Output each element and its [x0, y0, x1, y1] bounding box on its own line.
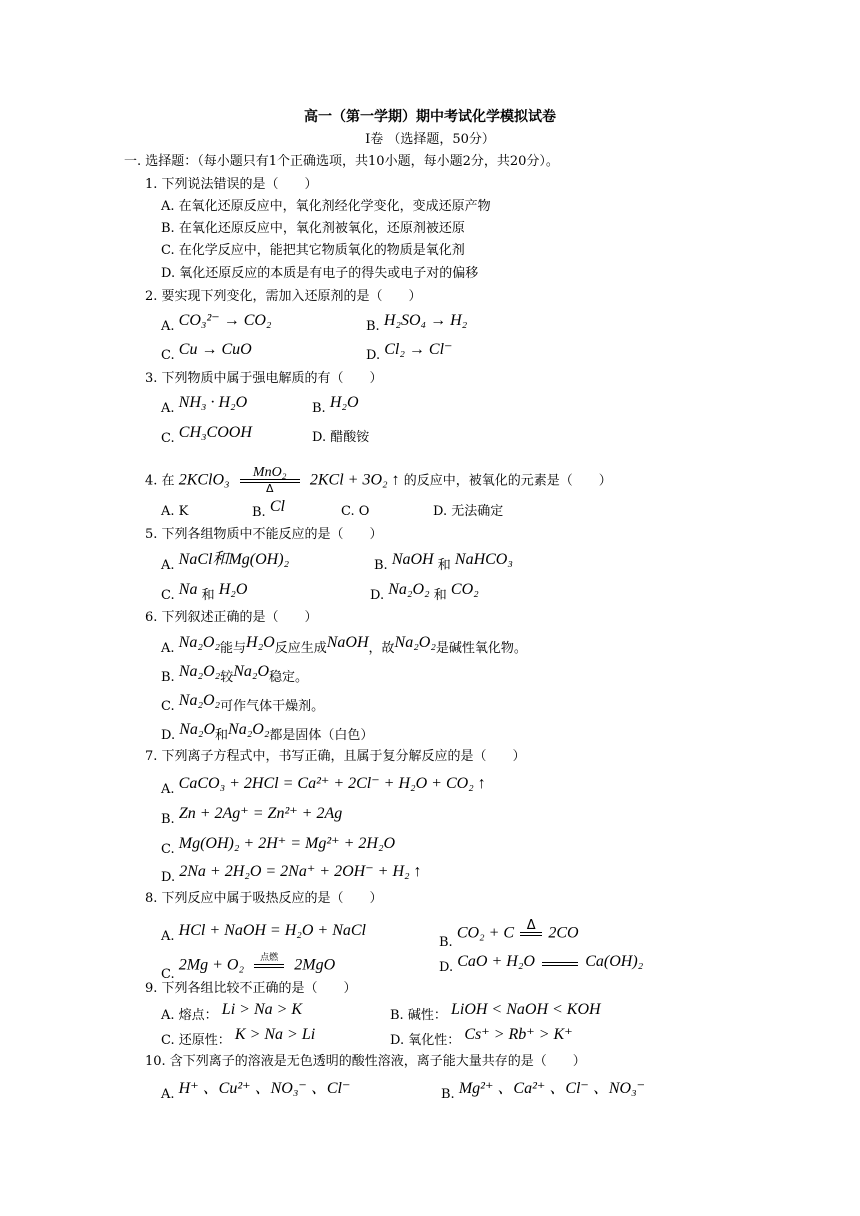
option-text: A. 熔点：	[161, 1008, 218, 1023]
formula: Cl₂ → Cl⁻	[384, 341, 453, 358]
text: ，故	[368, 641, 395, 656]
question-4-option-c: C. O	[341, 504, 370, 519]
formula-left: CaO + H₂O	[457, 953, 535, 970]
question-6-stem: 6. 下列叙述正确的是（ ）	[145, 610, 318, 625]
formula-reactant: 2KClO₃	[178, 471, 230, 489]
question-8-option-d	[439, 953, 644, 977]
option-label: B.	[161, 812, 175, 827]
question-3-option-b	[312, 394, 359, 418]
question-6-option-a	[161, 634, 527, 658]
question-2-option-d	[366, 341, 453, 365]
catalyst-label: MnO₂	[252, 465, 287, 480]
formula: Na₂O₂	[178, 692, 221, 709]
question-8-stem: 8. 下列反应中属于吸热反应的是（ ）	[145, 891, 383, 906]
formula-right: 2MgO	[294, 956, 336, 974]
option-label: D.	[366, 348, 381, 363]
reaction-condition	[254, 952, 284, 980]
formula: Zn + 2Ag⁺ = Zn²⁺ + 2Ag	[178, 805, 343, 822]
text: 能与	[220, 641, 247, 656]
option-label: B.	[366, 319, 380, 334]
text: 可作气体干燥剂。	[220, 699, 325, 714]
question-1-option-a: A. 在氧化还原反应中，氧化剂经化学变化，变成还原产物	[161, 199, 491, 214]
ignite-label: 点燃	[260, 953, 279, 963]
question-10-stem: 10. 含下列离子的溶液是无色透明的酸性溶液，离子能大量共存的是（ ）	[145, 1054, 586, 1069]
formula-right: 2CO	[548, 924, 579, 942]
option-label: D.	[161, 728, 176, 743]
option-label: A.	[161, 641, 175, 656]
option-label: B.	[374, 558, 388, 573]
formula: HCl + NaOH = H₂O + NaCl	[178, 922, 366, 939]
text: 稳定。	[269, 670, 309, 685]
question-5-option-a	[161, 551, 290, 575]
formula-left: CO₂ + C	[456, 924, 515, 942]
question-8-option-c	[161, 952, 335, 980]
question-1-stem: 1. 下列说法错误的是（ ）	[145, 177, 318, 192]
option-label: C.	[161, 966, 175, 982]
formula: Cl	[269, 498, 285, 515]
formula: Cu → CuO	[178, 341, 252, 358]
formula: Cs⁺ > Rb⁺ > K⁺	[464, 1026, 573, 1043]
option-label: C.	[161, 348, 175, 363]
question-9-option-c	[161, 1026, 316, 1050]
formula: Na₂O₂	[394, 634, 436, 651]
question-10-option-b	[441, 1080, 646, 1104]
formula: K > Na > Li	[234, 1026, 316, 1043]
formula: Li > Na > K	[221, 1001, 303, 1018]
question-2-stem: 2. 要实现下列变化，需加入还原剂的是（ ）	[145, 289, 422, 304]
question-1-option-b: B. 在氧化还原反应中，氧化剂被氧化，还原剂被还原	[161, 221, 465, 236]
equals-bar	[542, 962, 578, 966]
question-4-prefix: 4. 在	[145, 473, 175, 489]
formula: LiOH < NaOH < KOH	[450, 1001, 601, 1018]
question-7-stem: 7. 下列离子方程式中，书写正确，且属于复分解反应的是（ ）	[145, 749, 526, 764]
section-heading: 一. 选择题：（每小题只有1个正确选项，共10小题，每小题2分，共20分）。	[124, 154, 559, 169]
formula: Mg²⁺ 、Ca²⁺ 、Cl⁻ 、NO₃⁻	[458, 1080, 646, 1097]
conjunction: 和	[437, 558, 451, 573]
formula: Na₂O	[233, 663, 269, 680]
spacer	[254, 968, 284, 980]
option-label: B.	[312, 401, 326, 416]
question-5-option-b	[374, 551, 513, 575]
question-6-option-b	[161, 663, 309, 687]
question-6-option-c	[161, 692, 325, 716]
option-label: B.	[161, 670, 175, 685]
formula: Na₂O₂	[228, 721, 270, 738]
formula: H₂O	[218, 581, 248, 598]
option-label: B.	[439, 934, 453, 950]
option-label: B.	[252, 505, 266, 520]
question-2-option-a	[161, 312, 272, 336]
page-subtitle: Ⅰ卷 （选择题，50分）	[365, 132, 495, 147]
reaction-condition	[542, 962, 578, 966]
formula: Na₂O₂	[388, 581, 430, 598]
text: 和	[215, 728, 229, 743]
question-4-option-d: D. 无法确定	[433, 504, 504, 519]
question-5-option-c	[161, 581, 248, 605]
question-9-option-b	[390, 1001, 601, 1025]
formula: CaCO₃ + 2HCl = Ca²⁺ + 2Cl⁻ + H₂O + CO₂ ↑	[178, 775, 486, 792]
formula: Na	[178, 581, 198, 598]
question-3-option-a	[161, 394, 248, 418]
question-7-option-b	[161, 805, 343, 829]
formula: NaCl和Mg(OH)₂	[178, 551, 290, 568]
formula: Na₂O₂	[178, 634, 221, 651]
question-1-option-d: D. 氧化还原反应的本质是有电子的得失或电子对的偏移	[161, 266, 479, 281]
formula: 2Na + 2H₂O = 2Na⁺ + 2OH⁻ + H₂ ↑	[179, 863, 422, 880]
option-text: C. 还原性：	[161, 1033, 231, 1048]
formula: NaOH	[391, 551, 434, 568]
formula-left: 2Mg + O₂	[178, 956, 245, 974]
option-label: A.	[161, 929, 175, 944]
question-10-option-a	[161, 1080, 351, 1104]
question-7-option-c	[161, 835, 396, 859]
question-7-option-a	[161, 775, 486, 799]
formula: CO₂	[450, 581, 479, 598]
option-label: A.	[161, 782, 175, 797]
formula: CO₃²⁻ → CO₂	[178, 312, 272, 329]
text: 是碱性氧化物。	[435, 641, 527, 656]
question-6-option-d	[161, 721, 374, 745]
question-4-stem	[145, 467, 612, 495]
formula: Na₂O₂	[178, 663, 221, 680]
option-text: B. 碱性：	[390, 1008, 447, 1023]
page-title: 高一（第一学期）期中考试化学模拟试卷	[304, 109, 556, 125]
formula: CH₃COOH	[178, 424, 252, 441]
option-label: A.	[161, 1087, 175, 1102]
heat-symbol: Δ	[265, 482, 274, 495]
option-label: A.	[161, 558, 175, 573]
reaction-condition	[240, 467, 300, 495]
formula: Na₂O	[179, 721, 216, 738]
question-5-stem: 5. 下列各组物质中不能反应的是（ ）	[145, 527, 383, 542]
question-9-option-d	[390, 1026, 573, 1050]
question-2-option-c	[161, 341, 252, 365]
question-9-stem: 9. 下列各组比较不正确的是（ ）	[145, 981, 357, 996]
question-1-option-c: C. 在化学反应中，能把其它物质氧化的物质是氧化剂	[161, 243, 465, 258]
heat-symbol: Δ	[526, 918, 536, 933]
question-3-option-c	[161, 424, 252, 448]
question-4-suffix: 的反应中，被氧化的元素是（ ）	[403, 473, 612, 489]
option-label: A.	[161, 319, 175, 334]
spacer	[520, 936, 542, 948]
text: 都是固体（白色）	[269, 728, 374, 743]
text: 反应生成	[274, 641, 327, 656]
question-4-option-a: A. K	[161, 504, 189, 519]
option-label: B.	[441, 1087, 455, 1102]
formula: NaOH	[326, 634, 369, 651]
option-label: C.	[161, 699, 175, 714]
question-3-stem: 3. 下列物质中属于强电解质的有（ ）	[145, 371, 383, 386]
option-label: D.	[370, 588, 385, 603]
conjunction: 和	[201, 588, 215, 603]
formula: NH₃ · H₂O	[178, 394, 248, 411]
reaction-condition	[520, 920, 542, 948]
formula: Mg(OH)₂ + 2H⁺ = Mg²⁺ + 2H₂O	[178, 835, 396, 852]
question-5-option-d	[370, 581, 479, 605]
text: 较	[220, 670, 234, 685]
formula: H₂SO₄ → H₂	[383, 312, 468, 329]
question-8-option-b	[439, 920, 579, 948]
question-8-option-a	[161, 922, 366, 946]
question-7-option-d	[161, 863, 422, 887]
option-label: D.	[161, 870, 176, 885]
conjunction: 和	[433, 588, 447, 603]
formula: H₂O	[329, 394, 359, 411]
formula-product: 2KCl + 3O₂ ↑	[309, 471, 400, 489]
option-label: D.	[439, 960, 454, 975]
option-label: C.	[161, 588, 175, 603]
question-2-option-b	[366, 312, 468, 336]
question-3-option-d: D. 醋酸铵	[312, 430, 370, 445]
formula: H⁺ 、Cu²⁺ 、NO₃⁻ 、Cl⁻	[178, 1080, 351, 1097]
option-label: A.	[161, 401, 175, 416]
question-4-option-b	[252, 498, 285, 522]
option-text: D. 氧化性：	[390, 1033, 461, 1048]
question-9-option-a	[161, 1001, 303, 1025]
formula-right: Ca(OH)₂	[585, 953, 644, 970]
option-label: C.	[161, 842, 175, 857]
formula: NaHCO₃	[454, 551, 513, 568]
formula: H₂O	[246, 634, 275, 651]
option-label: C.	[161, 431, 175, 446]
